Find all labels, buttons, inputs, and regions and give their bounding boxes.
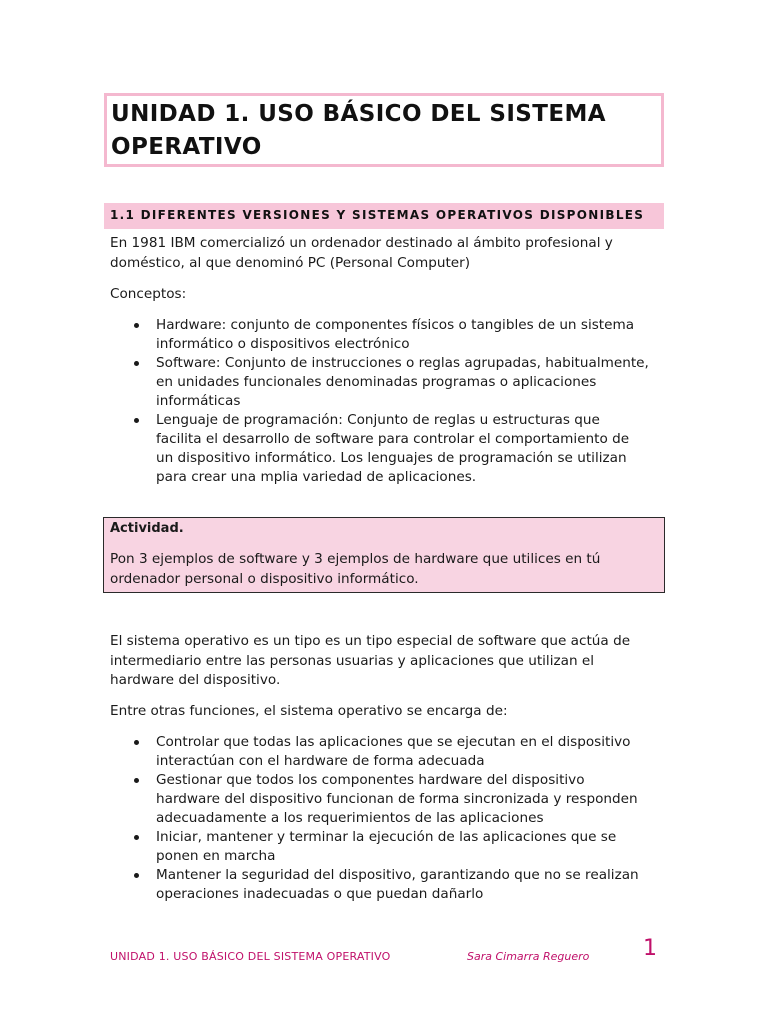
os-paragraph-line: hardware del dispositivo. [110,672,281,688]
list-item-line: Controlar que todas las aplicaciones que se ejecutan en el dispositivo [156,734,631,750]
section-heading: 1.1 DIFERENTES VERSIONES Y SISTEMAS OPERATIVOS DISPONIBLES [110,208,645,222]
list-item-line: informático o dispositivos electrónico [156,336,410,352]
unit-title-line1: UNIDAD 1. USO BÁSICO DEL SISTEMA [111,101,606,127]
activity-label: Actividad. [110,521,184,536]
list-item [110,316,666,354]
list-item-line: en unidades funcionales denominadas programas o aplicaciones [156,374,597,390]
page-number: 1 [643,936,657,961]
list-item [110,866,666,904]
concepts-list [110,316,666,487]
activity-line: ordenador personal o dispositivo informático. [110,570,419,587]
intro-paragraph [110,234,666,273]
list-item-line: Software: Conjunto de instrucciones o reglas agrupadas, habitualmente, [156,355,649,371]
os-paragraph [110,632,666,691]
activity-box [103,517,665,593]
activity-text [110,550,650,589]
list-item [110,828,666,866]
list-item [110,733,666,771]
list-item-line: facilita el desarrollo de software para controlar el comportamiento de [156,431,630,447]
os-paragraph-line: El sistema operativo es un tipo es un tipo especial de software que actúa de [110,633,631,649]
intro-line: doméstico, al que denominó PC (Personal Computer) [110,254,471,271]
list-item-line: ponen en marcha [156,848,276,864]
list-item-line: adecuadamente a los requerimientos de las aplicaciones [156,810,544,826]
unit-title [111,98,606,164]
list-item-line: Lenguaje de programación: Conjunto de reglas u estructuras que [156,412,600,428]
functions-list [110,733,666,904]
list-item [110,771,666,828]
list-item [110,354,666,411]
unit-title-line2: OPERATIVO [111,134,262,160]
list-item-line: interactúan con el hardware de forma adecuada [156,753,485,769]
footer-unit-title: UNIDAD 1. USO BÁSICO DEL SISTEMA OPERATIVO [110,950,391,963]
activity-line: Pon 3 ejemplos de software y 3 ejemplos de hardware que utilices en tú [110,551,601,567]
list-item-line: operaciones inadecuadas o que puedan dañarlo [156,886,484,902]
functions-intro: Entre otras funciones, el sistema operativo se encarga de: [110,703,508,719]
list-item-line: Hardware: conjunto de componentes físicos o tangibles de un sistema [156,317,635,333]
concepts-label: Conceptos: [110,286,187,302]
list-item-line: hardware del dispositivo funcionan de forma sincronizada y responden [156,791,638,807]
intro-line: En 1981 IBM comercializó un ordenador destinado al ámbito profesional y [110,235,613,251]
list-item-line: un dispositivo informático. Los lenguajes de programación se utilizan [156,450,627,466]
list-item-line: informáticas [156,393,241,409]
os-paragraph-line: intermediario entre las personas usuarias y aplicaciones que utilizan el [110,652,595,669]
unit-title-box [104,93,664,167]
list-item-line: para crear una mplia variedad de aplicaciones. [156,469,477,485]
section-heading-bar [104,203,664,229]
list-item-line: Gestionar que todos los componentes hardware del dispositivo [156,772,585,788]
footer-author: Sara Cimarra Reguero [467,950,590,963]
list-item [110,411,666,487]
list-item-line: Mantener la seguridad del dispositivo, garantizando que no se realizan [156,867,639,883]
list-item-line: Iniciar, mantener y terminar la ejecución de las aplicaciones que se [156,829,617,845]
